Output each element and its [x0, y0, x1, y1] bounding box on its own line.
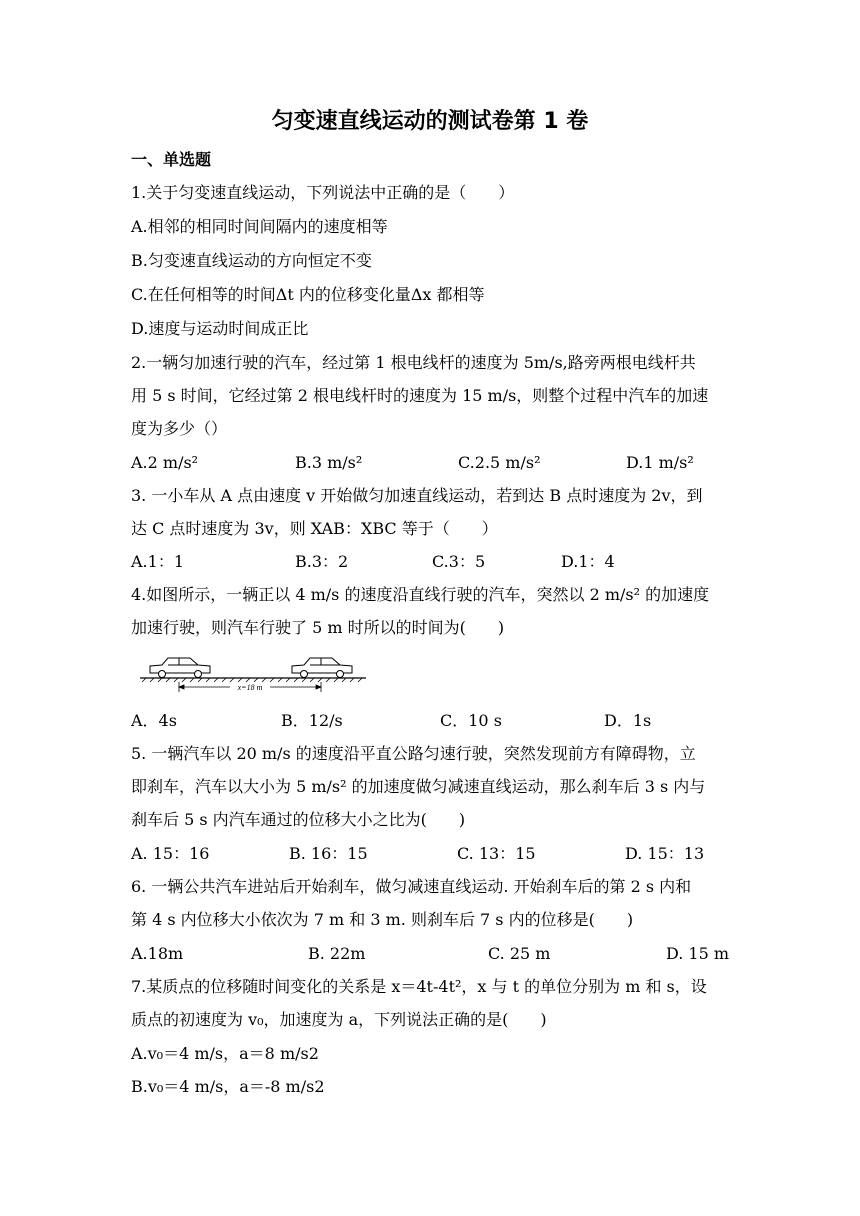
q2-option-d: D.1 m/s²	[626, 453, 694, 472]
q2-stem-line2: 用 5 s 时间，它经过第 2 根电线杆时的速度为 15 m/s，则整个过程中汽车的加速	[131, 386, 709, 405]
q6-option-b: B. 22m	[308, 944, 366, 963]
q3-stem-line2: 达 C 点时速度为 3v，则 XAB：XBC 等于（ ）	[131, 519, 498, 538]
q3-option-a: A.1：1	[131, 552, 185, 571]
q4-stem-line1: 4.如图所示，一辆正以 4 m/s 的速度沿直线行驶的汽车，突然以 2 m/s² 的加速度	[131, 585, 710, 604]
distance-label: x=18 m	[237, 683, 263, 692]
q3-option-b: B.3：2	[295, 552, 349, 571]
q5-stem-line2: 即刹车，汽车以大小为 5 m/s² 的加速度做匀减速直线运动，那么刹车后 3 s 内与	[131, 777, 706, 796]
car-start	[150, 658, 210, 678]
q7-option-a: A.v₀＝4 m/s，a＝8 m/s2	[131, 1044, 319, 1063]
car-end	[292, 658, 352, 678]
q4-option-d: D．1s	[604, 711, 652, 730]
q6-option-c: C. 25 m	[488, 944, 551, 963]
q5-option-d: D. 15：13	[625, 844, 705, 863]
q5-stem-line1: 5. 一辆汽车以 20 m/s 的速度沿平直公路匀速行驶，突然发现前方有障碍物，立	[131, 744, 696, 763]
section-heading: 一、单选题	[131, 150, 212, 169]
q2-option-c: C.2.5 m/s²	[458, 453, 541, 472]
page-title: 匀变速直线运动的测试卷第 1 卷	[271, 109, 589, 134]
q6-option-a: A.18m	[131, 944, 184, 963]
q2-option-b: B.3 m/s²	[295, 453, 363, 472]
q6-stem-line2: 第 4 s 内位移大小依次为 7 m 和 3 m. 则刹车后 7 s 内的位移是( )	[131, 910, 634, 929]
q4-stem-line2: 加速行驶，则汽车行驶了 5 m 时所以的时间为( )	[131, 618, 505, 637]
q7-stem-line1: 7.某质点的位移随时间变化的关系是 x＝4t-4t²，x 与 t 的单位分别为 m 和 s，设	[131, 977, 707, 996]
q5-option-a: A. 15：16	[131, 844, 210, 863]
q1-stem: 1.关于匀变速直线运动，下列说法中正确的是（ ）	[131, 183, 515, 202]
q4-option-b: B．12/s	[281, 711, 343, 730]
q2-stem-line3: 度为多少（）	[131, 419, 228, 438]
q7-option-b: B.v₀＝4 m/s，a＝-8 m/s2	[131, 1077, 325, 1096]
q7-stem-line2: 质点的初速度为 v₀，加速度为 a，下列说法正确的是( )	[131, 1010, 547, 1029]
q5-option-c: C. 13：15	[457, 844, 536, 863]
q3-option-d: D.1：4	[561, 552, 615, 571]
q4-option-a: A．4s	[131, 711, 177, 730]
q1-option-d: D.速度与运动时间成正比	[131, 319, 309, 338]
q1-option-a: A.相邻的相同时间间隔内的速度相等	[131, 217, 388, 236]
q5-stem-line3: 刹车后 5 s 内汽车通过的位移大小之比为( )	[131, 810, 466, 829]
q6-stem-line1: 6. 一辆公共汽车进站后开始刹车，做匀减速直线运动. 开始刹车后的第 2 s 内和	[131, 877, 692, 896]
q2-stem-line1: 2.一辆匀加速行驶的汽车，经过第 1 根电线杆的速度为 5m/s,路旁两根电线杆共	[131, 353, 696, 372]
q5-option-b: B. 16：15	[289, 844, 368, 863]
q1-option-b: B.匀变速直线运动的方向恒定不变	[131, 251, 372, 270]
q4-option-c: C．10 s	[440, 711, 502, 730]
q1-option-c: C.在任何相等的时间Δt 内的位移变化量Δx 都相等	[131, 285, 485, 304]
q3-stem-line1: 3. 一小车从 A 点由速度 v 开始做匀加速直线运动，若到达 B 点时速度为 2v，到	[131, 486, 703, 505]
q3-option-c: C.3：5	[432, 552, 486, 571]
q2-option-a: A.2 m/s²	[131, 453, 199, 472]
q6-option-d: D. 15 m	[666, 944, 730, 963]
q4-car-figure	[138, 652, 368, 694]
